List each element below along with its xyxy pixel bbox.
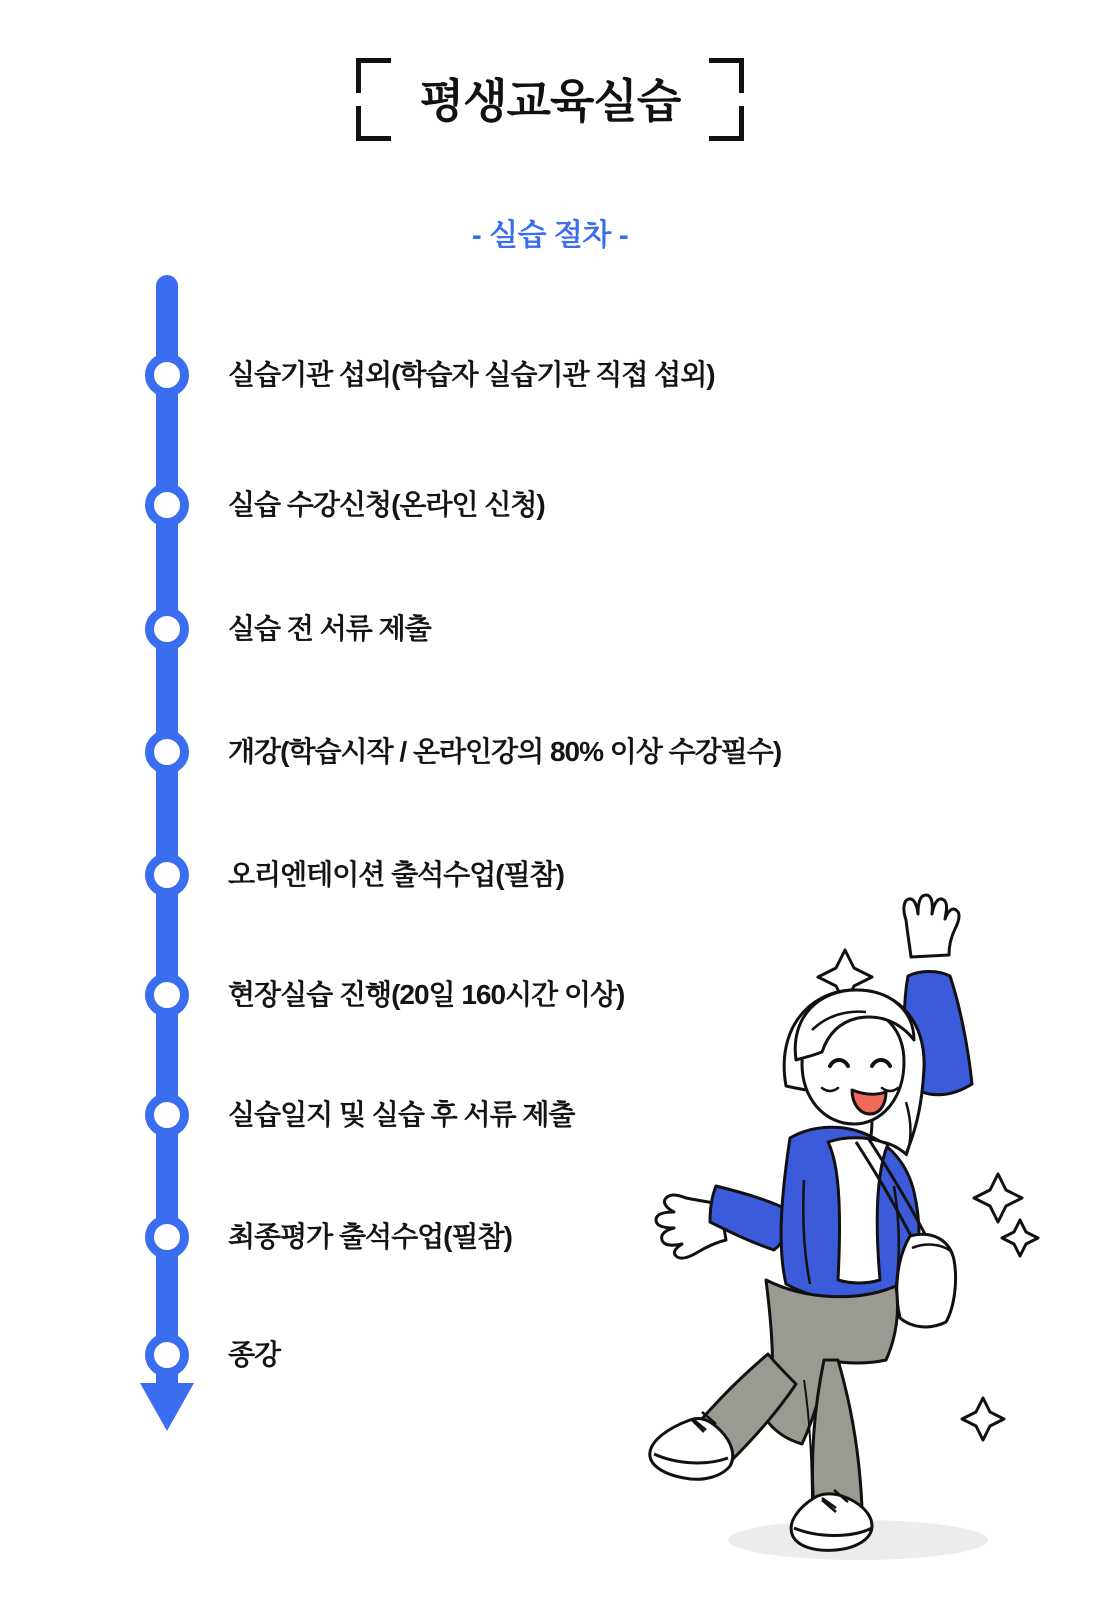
bracket-corner-top-left-icon — [356, 58, 391, 93]
timeline-step — [0, 483, 1100, 527]
title-bracket-frame — [356, 58, 745, 141]
timeline-step-label: 실습 수강신청(온라인 신청) — [228, 489, 545, 520]
timeline-arrow-icon — [140, 1383, 194, 1431]
timeline-step-label: 종강 — [228, 1339, 281, 1370]
timeline-step — [0, 607, 1100, 651]
bracket-corner-top-right-icon — [709, 58, 744, 93]
cheering-student-illustration — [590, 880, 1070, 1580]
timeline-step-label: 실습일지 및 실습 후 서류 제출 — [228, 1099, 575, 1130]
timeline-node-icon — [145, 1333, 189, 1377]
timeline-node-icon — [145, 1093, 189, 1137]
timeline-step — [0, 353, 1100, 397]
timeline-node-icon — [145, 853, 189, 897]
timeline-step-label: 오리엔테이션 출석수업(필참) — [228, 859, 565, 890]
timeline-node-icon — [145, 483, 189, 527]
timeline-node-icon — [145, 973, 189, 1017]
timeline-node-icon — [145, 1215, 189, 1259]
timeline-node-icon — [145, 730, 189, 774]
timeline-step — [0, 730, 1100, 774]
timeline-step-label: 실습 전 서류 제출 — [228, 613, 431, 644]
timeline-step-label: 개강(학습시작 / 온라인강의 80% 이상 수강필수) — [228, 736, 782, 767]
timeline-step-label: 실습기관 섭외(학습자 실습기관 직접 섭외) — [228, 359, 715, 390]
timeline-node-icon — [145, 353, 189, 397]
bracket-corner-bottom-right-icon — [709, 106, 744, 141]
page-subtitle: - 실습 절차 - — [471, 219, 629, 252]
timeline-step-label: 현장실습 진행(20일 160시간 이상) — [228, 979, 625, 1010]
timeline-node-icon — [145, 607, 189, 651]
timeline-step-label: 최종평가 출석수업(필참) — [228, 1221, 512, 1252]
bracket-corner-bottom-left-icon — [356, 106, 391, 141]
title-block — [0, 58, 1100, 141]
page-title: 평생교육실습 — [419, 75, 681, 127]
